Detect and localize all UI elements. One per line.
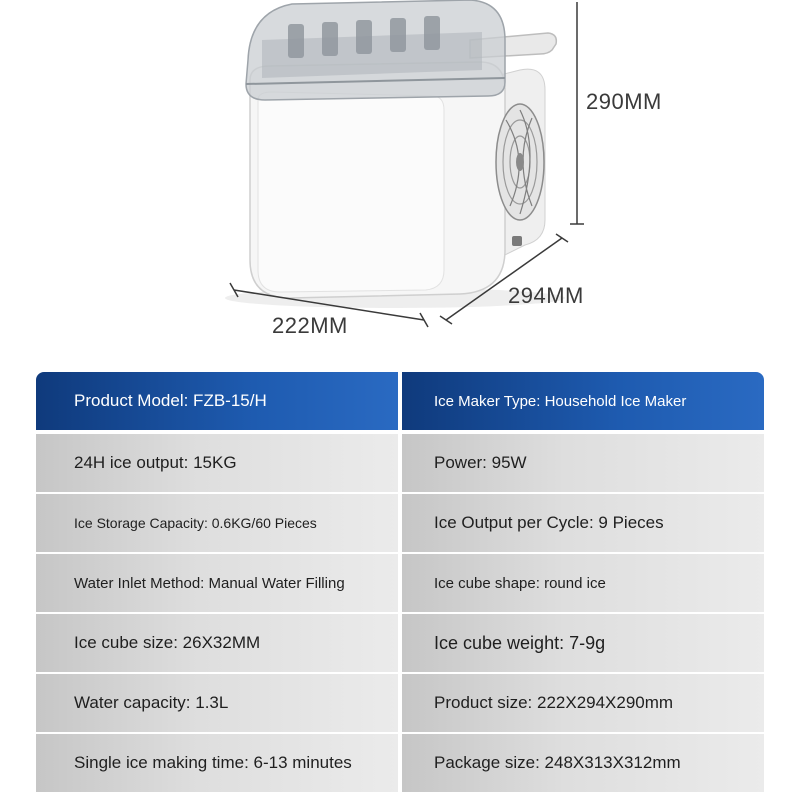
- height-dimension-label: 290MM: [586, 89, 662, 114]
- spec-cell-output-per-cycle: Ice Output per Cycle: 9 Pieces: [402, 494, 764, 552]
- spec-cell-making-time: Single ice making time: 6-13 minutes: [36, 734, 398, 792]
- spec-cell-cube-size: Ice cube size: 26X32MM: [36, 614, 398, 672]
- product-illustration: [0, 0, 800, 360]
- spec-row: [36, 734, 764, 792]
- spec-cell-water-capacity: Water capacity: 1.3L: [36, 674, 398, 732]
- ice-maker-drawing: [0, 0, 800, 360]
- spec-cell-cube-weight: Ice cube weight: 7-9g: [402, 614, 764, 672]
- spec-row: [36, 434, 764, 492]
- spec-row: [36, 554, 764, 612]
- spec-cell-ice-output: 24H ice output: 15KG: [36, 434, 398, 492]
- spec-row: [36, 614, 764, 672]
- spec-cell-cube-shape: Ice cube shape: round ice: [402, 554, 764, 612]
- spec-row: [36, 494, 764, 552]
- front-face: [258, 92, 444, 292]
- fan-vent-icon: [496, 104, 544, 220]
- spec-table: [36, 372, 764, 798]
- spec-cell-product-size: Product size: 222X294X290mm: [402, 674, 764, 732]
- spec-cell-power: Power: 95W: [402, 434, 764, 492]
- spec-cell-product-model: Product Model: FZB-15/H: [36, 372, 398, 430]
- spec-cell-storage-capacity: Ice Storage Capacity: 0.6KG/60 Pieces: [36, 494, 398, 552]
- depth-dimension-label: 294MM: [508, 283, 584, 308]
- spec-cell-package-size: Package size: 248X313X312mm: [402, 734, 764, 792]
- spec-cell-ice-maker-type: Ice Maker Type: Household Ice Maker: [402, 372, 764, 430]
- height-dimension-line: [570, 2, 584, 224]
- spec-row: [36, 674, 764, 732]
- spec-header-row: [36, 372, 764, 430]
- width-dimension-label: 222MM: [272, 313, 348, 338]
- foot: [512, 236, 522, 246]
- spec-cell-water-inlet: Water Inlet Method: Manual Water Filling: [36, 554, 398, 612]
